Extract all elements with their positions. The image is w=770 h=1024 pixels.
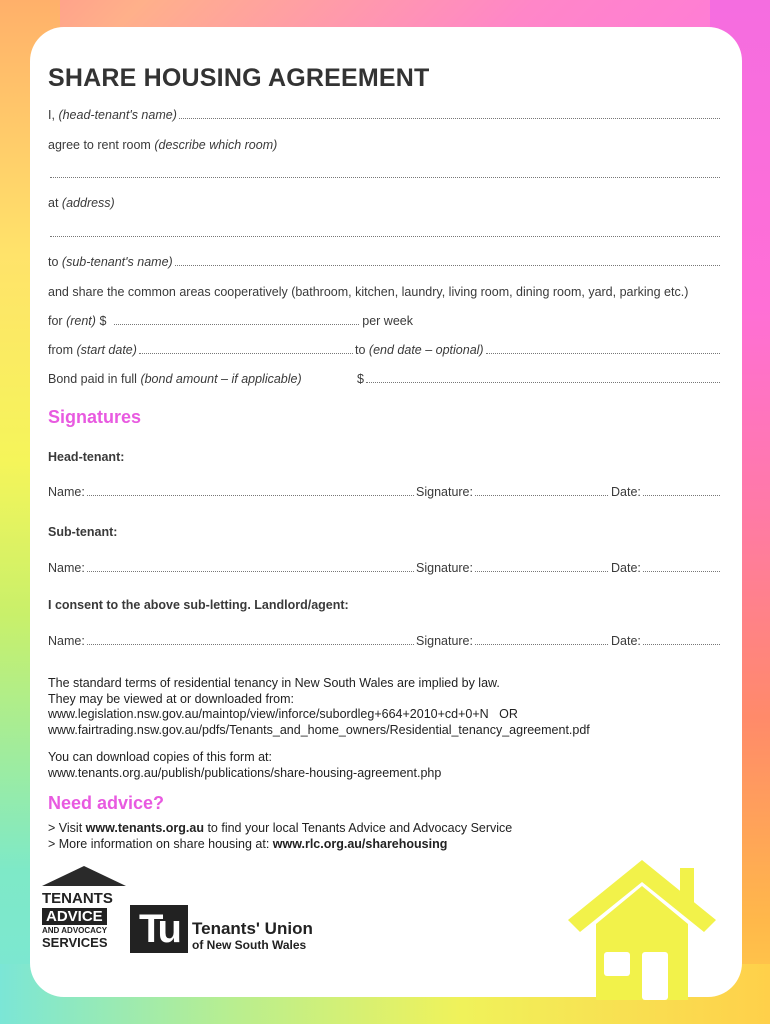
legislation-link[interactable]: www.legislation.nsw.gov.au/maintop/view/inforce/subordleg+664+2010+cd+0+N [48, 707, 489, 722]
download-link[interactable]: www.tenants.org.au/publish/publications/share-housing-agreement.php [48, 765, 442, 780]
advice-item-2-prefix: > More information on share housing at: [48, 836, 270, 851]
address-label: (address) [61, 196, 115, 210]
name-label: Name: [48, 485, 85, 499]
tas-line-3: AND ADVOCACY [42, 926, 108, 935]
room-label: (describe which room) [154, 138, 278, 152]
head-tenant-prefix: I, [48, 108, 55, 122]
tu-mark: Tu [139, 907, 179, 951]
to-prefix: to [355, 343, 366, 357]
name-input-line[interactable] [87, 634, 414, 645]
tu-line-1: Tenants' Union [192, 919, 313, 938]
address-input-line[interactable] [50, 226, 720, 237]
fairtrading-link[interactable]: www.fairtrading.nsw.gov.au/pdfs/Tenants_and_home_owners/Residential_tenancy_agreement.pdf [48, 722, 590, 737]
room-prefix: agree to rent room [48, 138, 151, 152]
head-tenant-label: (head-tenant's name) [58, 108, 177, 122]
rent-currency: $ [99, 314, 107, 328]
sub-tenant-field[interactable] [48, 255, 720, 269]
bond-prefix: Bond paid in full [48, 372, 137, 386]
signature-label: Signature: [416, 485, 473, 499]
room-field [48, 138, 277, 152]
start-date-label: (start date) [76, 343, 137, 357]
bond-amount-field[interactable] [357, 372, 720, 386]
head-tenant-input-line[interactable] [179, 108, 720, 119]
rent-suffix: per week [362, 314, 413, 328]
start-date-field[interactable] [48, 343, 353, 357]
download-line: You can download copies of this form at: [48, 750, 272, 764]
address-prefix: at [48, 196, 59, 210]
legal-line-2: They may be viewed at or downloaded from: [48, 691, 294, 706]
tas-line-2: ADVICE [42, 908, 107, 925]
name-input-line[interactable] [87, 561, 414, 572]
head-tenant-heading: Head-tenant: [48, 450, 125, 464]
room-input-line[interactable] [50, 167, 720, 178]
sub-tenant-input-line[interactable] [175, 255, 720, 266]
tu-line-2: of New South Wales [192, 938, 307, 952]
house-icon [568, 860, 738, 1000]
signature-input-line[interactable] [475, 485, 608, 496]
advice-heading: Need advice? [48, 793, 165, 813]
address-input-row[interactable] [48, 226, 720, 237]
bond-input-line[interactable] [366, 372, 720, 383]
landlord-date-field[interactable] [611, 634, 720, 648]
legal-notice [48, 676, 590, 738]
name-input-line[interactable] [87, 485, 414, 496]
date-label: Date: [611, 485, 641, 499]
date-input-line[interactable] [643, 561, 720, 572]
name-label: Name: [48, 561, 85, 575]
address-field [48, 196, 115, 210]
rlc-link[interactable]: www.rlc.org.au/sharehousing [272, 836, 448, 851]
rent-label: (rent) [66, 314, 96, 328]
download-notice [48, 750, 441, 781]
advice-item-2 [48, 837, 512, 853]
bond-currency: $ [357, 372, 364, 386]
date-label: Date: [611, 634, 641, 648]
from-prefix: from [48, 343, 73, 357]
legal-line-1: The standard terms of residential tenancy in New South Wales are implied by law. [48, 676, 500, 690]
sub-tenant-name-field[interactable] [48, 561, 414, 575]
common-areas-text: and share the common areas cooperatively (bathroom, kitchen, laundry, living room, dining room, yard, parking etc.) [48, 285, 689, 299]
landlord-signature-field[interactable] [416, 634, 608, 648]
rent-prefix: for [48, 314, 63, 328]
signature-input-line[interactable] [475, 561, 608, 572]
end-date-field[interactable] [355, 343, 720, 357]
landlord-name-field[interactable] [48, 634, 414, 648]
room-input-row[interactable] [48, 167, 720, 178]
advice-list [48, 821, 512, 852]
bond-field [48, 372, 302, 386]
sub-tenant-heading: Sub-tenant: [48, 525, 118, 539]
signatures-heading: Signatures [48, 407, 142, 427]
sub-tenant-prefix: to [48, 255, 59, 269]
tas-line-4: SERVICES [42, 935, 108, 950]
head-tenant-date-field[interactable] [611, 485, 720, 499]
advice-item-1 [48, 821, 512, 837]
rent-input-line[interactable] [114, 314, 358, 325]
tenants-link[interactable]: www.tenants.org.au [85, 821, 204, 835]
bond-label: (bond amount – if applicable) [140, 372, 302, 386]
date-input-line[interactable] [643, 485, 720, 496]
end-date-label: (end date – optional) [368, 343, 484, 357]
signature-input-line[interactable] [475, 634, 608, 645]
or-text: OR [499, 707, 518, 722]
sub-tenant-signature-field[interactable] [416, 561, 608, 575]
head-tenant-signature-field[interactable] [416, 485, 608, 499]
signature-label: Signature: [416, 561, 473, 575]
page-title: SHARE HOUSING AGREEMENT [48, 64, 430, 92]
sub-tenant-date-field[interactable] [611, 561, 720, 575]
rent-field[interactable] [48, 314, 413, 328]
signature-label: Signature: [416, 634, 473, 648]
tas-line-1: TENANTS [42, 890, 113, 907]
date-label: Date: [611, 561, 641, 575]
advice-item-1-prefix: > Visit [48, 821, 83, 835]
roof-icon [42, 866, 126, 888]
head-tenant-name-field[interactable] [48, 485, 414, 499]
sub-tenant-label: (sub-tenant's name) [61, 255, 173, 269]
tenants-advice-logo [42, 866, 126, 950]
end-date-input-line[interactable] [486, 343, 720, 354]
date-input-line[interactable] [643, 634, 720, 645]
start-date-input-line[interactable] [139, 343, 353, 354]
landlord-heading: I consent to the above sub-letting. Landlord/agent: [48, 598, 349, 612]
advice-item-1-suffix: to find your local Tenants Advice and Advocacy Service [207, 821, 513, 835]
name-label: Name: [48, 634, 85, 648]
head-tenant-field[interactable] [48, 108, 720, 122]
